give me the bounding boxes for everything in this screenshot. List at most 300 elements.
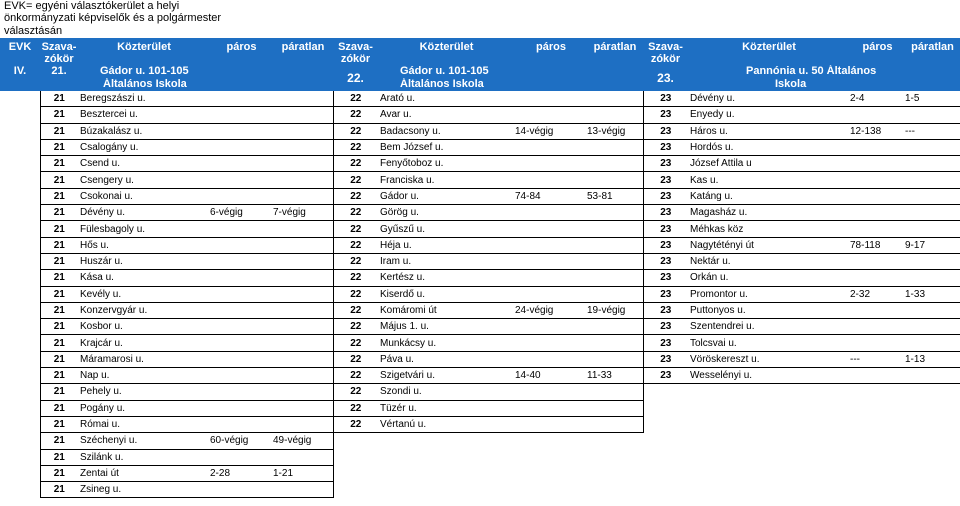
group3-place-2: Iskola xyxy=(688,78,960,91)
col2-odd-range xyxy=(587,139,643,155)
col1-even-range xyxy=(210,123,273,139)
col2-even-range xyxy=(515,482,587,498)
col1-even-range xyxy=(210,156,273,172)
col3-even-range xyxy=(850,139,905,155)
col2-odd-range xyxy=(587,351,643,367)
district-row xyxy=(0,65,960,78)
col2-street-name: Bem József u. xyxy=(378,139,515,155)
col1-odd-range xyxy=(273,253,333,269)
col3-szavazokor-num: 23 xyxy=(643,172,688,188)
col1-even-range xyxy=(210,302,273,318)
col3-odd-range: --- xyxy=(905,123,960,139)
evk-spacer xyxy=(0,400,40,416)
col3-szavazokor-num xyxy=(643,433,688,449)
evk-spacer xyxy=(0,205,40,221)
col2-street-name: Kertész u. xyxy=(378,270,515,286)
header-paros-2: páros xyxy=(515,38,587,53)
evk-spacer xyxy=(0,384,40,400)
col1-street-name: Széchenyi u. xyxy=(78,433,210,449)
col3-odd-range: 1-5 xyxy=(905,91,960,107)
col2-even-range xyxy=(515,139,587,155)
col2-even-range xyxy=(515,465,587,481)
col2-street-name: Szondi u. xyxy=(378,384,515,400)
col3-street-name xyxy=(688,482,850,498)
col1-szavazokor-num: 21 xyxy=(40,465,78,481)
col2-street-name xyxy=(378,465,515,481)
col2-szavazokor-num: 22 xyxy=(333,384,378,400)
table-row xyxy=(0,107,960,123)
col3-street-name xyxy=(688,433,850,449)
col2-szavazokor-num: 22 xyxy=(333,335,378,351)
col1-odd-range xyxy=(273,188,333,204)
col1-odd-range xyxy=(273,351,333,367)
col2-odd-range xyxy=(587,205,643,221)
group2-place-1: Gádor u. 101-105 xyxy=(378,65,643,78)
col2-odd-range xyxy=(587,319,643,335)
evk-spacer xyxy=(0,221,40,237)
col3-street-name: Nektár u. xyxy=(688,253,850,269)
evk-spacer xyxy=(0,449,40,465)
district-row-2 xyxy=(0,78,960,91)
col1-even-range xyxy=(210,416,273,432)
col3-street-name: Orkán u. xyxy=(688,270,850,286)
col1-szavazokor-num: 21 xyxy=(40,449,78,465)
col3-even-range xyxy=(850,205,905,221)
header-szavazokor-1: Szava- xyxy=(40,38,78,53)
col2-even-range xyxy=(515,351,587,367)
col2-even-range xyxy=(515,237,587,253)
col1-street-name: Beregszászi u. xyxy=(78,91,210,107)
col1-even-range xyxy=(210,482,273,498)
col2-street-name: Franciska u. xyxy=(378,172,515,188)
col1-szavazokor-num: 21 xyxy=(40,253,78,269)
col2-szavazokor-num: 22 xyxy=(333,400,378,416)
col2-street-name: Badacsony u. xyxy=(378,123,515,139)
col3-szavazokor-num: 23 xyxy=(643,139,688,155)
col2-street-name: Gádor u. xyxy=(378,188,515,204)
col3-even-range: --- xyxy=(850,351,905,367)
col1-szavazokor-num: 21 xyxy=(40,172,78,188)
col3-street-name: Méhkas köz xyxy=(688,221,850,237)
col2-szavazokor-num: 22 xyxy=(333,205,378,221)
col2-street-name: Görög u. xyxy=(378,205,515,221)
col1-even-range xyxy=(210,221,273,237)
col3-street-name: Vöröskereszt u. xyxy=(688,351,850,367)
col2-even-range xyxy=(515,253,587,269)
col1-street-name: Krajcár u. xyxy=(78,335,210,351)
col3-even-range xyxy=(850,253,905,269)
group3-place-1: Pannónia u. 50 Általános xyxy=(688,65,960,78)
col3-street-name: Enyedy u. xyxy=(688,107,850,123)
col3-szavazokor-num: 23 xyxy=(643,270,688,286)
col2-szavazokor-num xyxy=(333,449,378,465)
col1-szavazokor-num: 21 xyxy=(40,205,78,221)
col3-szavazokor-num: 23 xyxy=(643,188,688,204)
col3-szavazokor-num: 23 xyxy=(643,253,688,269)
table-row xyxy=(0,384,960,400)
col3-odd-range: 1-13 xyxy=(905,351,960,367)
col1-even-range xyxy=(210,237,273,253)
col1-szavazokor-num: 21 xyxy=(40,351,78,367)
col3-odd-range xyxy=(905,449,960,465)
col2-street-name: Szigetvári u. xyxy=(378,368,515,384)
col3-even-range xyxy=(850,302,905,318)
evk-spacer xyxy=(0,335,40,351)
col1-even-range xyxy=(210,253,273,269)
header-kozterulet-2: Közterület xyxy=(378,38,515,53)
col1-street-name: Dévény u. xyxy=(78,205,210,221)
col2-odd-range: 11-33 xyxy=(587,368,643,384)
col3-szavazokor-num xyxy=(643,416,688,432)
table-row xyxy=(0,205,960,221)
table-row xyxy=(0,351,960,367)
col2-odd-range xyxy=(587,449,643,465)
col1-szavazokor-num: 21 xyxy=(40,433,78,449)
evk-spacer xyxy=(0,351,40,367)
col3-street-name: Nagytétényi út xyxy=(688,237,850,253)
col3-even-range xyxy=(850,416,905,432)
col2-odd-range xyxy=(587,156,643,172)
evk-spacer xyxy=(0,91,40,107)
col1-street-name: Csengery u. xyxy=(78,172,210,188)
evk-spacer xyxy=(0,172,40,188)
col1-street-name: Kása u. xyxy=(78,270,210,286)
col1-street-name: Huszár u. xyxy=(78,253,210,269)
col2-street-name: Fenyőtoboz u. xyxy=(378,156,515,172)
col2-even-range xyxy=(515,335,587,351)
evk-spacer xyxy=(0,368,40,384)
col2-odd-range: 53-81 xyxy=(587,188,643,204)
col3-odd-range xyxy=(905,335,960,351)
table-row xyxy=(0,91,960,107)
col3-street-name: Szentendrei u. xyxy=(688,319,850,335)
col1-street-name: Csend u. xyxy=(78,156,210,172)
col3-odd-range xyxy=(905,302,960,318)
col1-odd-range xyxy=(273,107,333,123)
table-row xyxy=(0,286,960,302)
col3-street-name: Háros u. xyxy=(688,123,850,139)
col2-street-name: Vértanú u. xyxy=(378,416,515,432)
col3-odd-range xyxy=(905,319,960,335)
col1-odd-range xyxy=(273,286,333,302)
header-szavazokor-2b: zókör xyxy=(333,53,378,65)
col1-even-range xyxy=(210,335,273,351)
col3-szavazokor-num: 23 xyxy=(643,237,688,253)
col2-street-name: Arató u. xyxy=(378,91,515,107)
header-paros-1: páros xyxy=(210,38,273,53)
group2-num: 22. xyxy=(333,65,378,91)
col3-szavazokor-num: 23 xyxy=(643,156,688,172)
col1-even-range: 2-28 xyxy=(210,465,273,481)
col1-street-name: Nap u. xyxy=(78,368,210,384)
col3-odd-range xyxy=(905,139,960,155)
col2-even-range: 74-84 xyxy=(515,188,587,204)
group2-place-2: Általános Iskola xyxy=(378,78,643,91)
table-row xyxy=(0,449,960,465)
col3-street-name: Hordós u. xyxy=(688,139,850,155)
col2-even-range xyxy=(515,91,587,107)
col2-street-name: Munkácsy u. xyxy=(378,335,515,351)
col1-odd-range xyxy=(273,172,333,188)
col1-szavazokor-num: 21 xyxy=(40,237,78,253)
col3-street-name: Wesselényi u. xyxy=(688,368,850,384)
header-row-2 xyxy=(0,53,960,65)
col2-odd-range: 19-végig xyxy=(587,302,643,318)
col1-even-range xyxy=(210,172,273,188)
evk-spacer xyxy=(0,107,40,123)
col1-even-range xyxy=(210,400,273,416)
col1-szavazokor-num: 21 xyxy=(40,302,78,318)
col1-odd-range xyxy=(273,368,333,384)
col2-street-name xyxy=(378,433,515,449)
col3-street-name: Tolcsvai u. xyxy=(688,335,850,351)
table-row xyxy=(0,172,960,188)
header-kozterulet-1: Közterület xyxy=(78,38,210,53)
col3-even-range xyxy=(850,188,905,204)
col2-szavazokor-num xyxy=(333,465,378,481)
col1-szavazokor-num: 21 xyxy=(40,482,78,498)
group1-place-2: Általános Iskola xyxy=(78,78,333,91)
col3-even-range xyxy=(850,221,905,237)
col1-street-name: Búzakalász u. xyxy=(78,123,210,139)
col1-street-name: Zsineg u. xyxy=(78,482,210,498)
col1-odd-range xyxy=(273,449,333,465)
col3-odd-range xyxy=(905,172,960,188)
col2-street-name: Avar u. xyxy=(378,107,515,123)
col2-even-range xyxy=(515,156,587,172)
col1-szavazokor-num: 21 xyxy=(40,384,78,400)
col3-odd-range xyxy=(905,433,960,449)
col3-odd-range xyxy=(905,465,960,481)
table-row xyxy=(0,270,960,286)
col2-odd-range xyxy=(587,253,643,269)
col3-even-range: 2-32 xyxy=(850,286,905,302)
col3-street-name: József Attila u xyxy=(688,156,850,172)
col1-szavazokor-num: 21 xyxy=(40,368,78,384)
col3-szavazokor-num: 23 xyxy=(643,123,688,139)
col3-even-range xyxy=(850,433,905,449)
col2-street-name: Tüzér u. xyxy=(378,400,515,416)
col2-even-range xyxy=(515,433,587,449)
col1-odd-range xyxy=(273,384,333,400)
col2-szavazokor-num: 22 xyxy=(333,253,378,269)
col3-even-range xyxy=(850,172,905,188)
evk-spacer xyxy=(0,482,40,498)
col3-street-name xyxy=(688,465,850,481)
col1-odd-range xyxy=(273,221,333,237)
table-row xyxy=(0,188,960,204)
col3-even-range xyxy=(850,368,905,384)
col3-odd-range: 1-33 xyxy=(905,286,960,302)
col3-szavazokor-num: 23 xyxy=(643,221,688,237)
col1-szavazokor-num: 21 xyxy=(40,156,78,172)
col3-szavazokor-num xyxy=(643,384,688,400)
col3-odd-range xyxy=(905,416,960,432)
table-row xyxy=(0,482,960,498)
col3-szavazokor-num: 23 xyxy=(643,286,688,302)
col2-even-range: 24-végig xyxy=(515,302,587,318)
col2-szavazokor-num: 22 xyxy=(333,221,378,237)
col3-even-range: 2-4 xyxy=(850,91,905,107)
col2-street-name: Komáromi út xyxy=(378,302,515,318)
header-paratlan-1: páratlan xyxy=(273,38,333,53)
col1-odd-range xyxy=(273,482,333,498)
table-row xyxy=(0,433,960,449)
col3-even-range xyxy=(850,482,905,498)
col3-odd-range xyxy=(905,107,960,123)
col3-street-name: Magasház u. xyxy=(688,205,850,221)
col1-szavazokor-num: 21 xyxy=(40,123,78,139)
col3-szavazokor-num: 23 xyxy=(643,205,688,221)
col2-even-range xyxy=(515,384,587,400)
col3-odd-range xyxy=(905,400,960,416)
col3-odd-range: 9-17 xyxy=(905,237,960,253)
col3-street-name xyxy=(688,449,850,465)
col3-even-range xyxy=(850,156,905,172)
col3-street-name xyxy=(688,416,850,432)
col3-szavazokor-num xyxy=(643,465,688,481)
col1-szavazokor-num: 21 xyxy=(40,335,78,351)
col2-street-name: Páva u. xyxy=(378,351,515,367)
col2-even-range xyxy=(515,172,587,188)
evk-spacer xyxy=(0,237,40,253)
col3-even-range xyxy=(850,335,905,351)
col3-street-name xyxy=(688,384,850,400)
header-szavazokor-1b: zókör xyxy=(40,53,78,65)
col1-street-name: Kevély u. xyxy=(78,286,210,302)
col3-odd-range xyxy=(905,270,960,286)
col1-odd-range xyxy=(273,302,333,318)
col1-street-name: Pogány u. xyxy=(78,400,210,416)
col1-street-name: Római u. xyxy=(78,416,210,432)
group1-num: 21. xyxy=(40,65,78,78)
col1-even-range xyxy=(210,449,273,465)
table-row xyxy=(0,237,960,253)
col2-even-range: 14-40 xyxy=(515,368,587,384)
col3-street-name: Katáng u. xyxy=(688,188,850,204)
col3-even-range xyxy=(850,449,905,465)
col1-odd-range xyxy=(273,335,333,351)
col1-street-name: Máramarosi u. xyxy=(78,351,210,367)
col3-street-name: Puttonyos u. xyxy=(688,302,850,318)
group1-place-1: Gádor u. 101-105 xyxy=(78,65,333,78)
table-row xyxy=(0,368,960,384)
header-paratlan-3: páratlan xyxy=(905,38,960,53)
col3-even-range xyxy=(850,465,905,481)
col2-szavazokor-num xyxy=(333,433,378,449)
table-body xyxy=(0,91,960,498)
col2-street-name: Héja u. xyxy=(378,237,515,253)
header-paratlan-2: páratlan xyxy=(587,38,643,53)
col2-odd-range xyxy=(587,416,643,432)
col1-odd-range xyxy=(273,91,333,107)
col1-even-range xyxy=(210,368,273,384)
col1-szavazokor-num: 21 xyxy=(40,286,78,302)
col1-street-name: Hős u. xyxy=(78,237,210,253)
col2-even-range xyxy=(515,319,587,335)
col1-szavazokor-num: 21 xyxy=(40,188,78,204)
evk-spacer xyxy=(0,319,40,335)
col3-street-name xyxy=(688,400,850,416)
col2-even-range xyxy=(515,107,587,123)
col3-szavazokor-num: 23 xyxy=(643,319,688,335)
col1-even-range: 60-végig xyxy=(210,433,273,449)
col1-even-range xyxy=(210,91,273,107)
table-row xyxy=(0,139,960,155)
col1-even-range xyxy=(210,270,273,286)
col1-szavazokor-num: 21 xyxy=(40,221,78,237)
col2-szavazokor-num: 22 xyxy=(333,188,378,204)
col1-szavazokor-num: 21 xyxy=(40,319,78,335)
col1-odd-range xyxy=(273,139,333,155)
col3-even-range xyxy=(850,400,905,416)
col1-odd-range xyxy=(273,156,333,172)
col3-even-range xyxy=(850,107,905,123)
col1-street-name: Kosbor u. xyxy=(78,319,210,335)
col2-szavazokor-num: 22 xyxy=(333,107,378,123)
district-evk: IV. xyxy=(0,65,40,78)
col3-szavazokor-num: 23 xyxy=(643,368,688,384)
col3-szavazokor-num xyxy=(643,482,688,498)
col3-even-range xyxy=(850,384,905,400)
col2-szavazokor-num: 22 xyxy=(333,123,378,139)
col1-even-range xyxy=(210,188,273,204)
col2-street-name xyxy=(378,449,515,465)
col2-szavazokor-num: 22 xyxy=(333,172,378,188)
col1-odd-range xyxy=(273,270,333,286)
col1-even-range: 6-végig xyxy=(210,205,273,221)
header-kozterulet-3: Közterület xyxy=(688,38,850,53)
col1-even-range xyxy=(210,139,273,155)
district-street-table xyxy=(0,38,960,498)
table-row xyxy=(0,123,960,139)
col1-street-name: Csokonai u. xyxy=(78,188,210,204)
evk-spacer xyxy=(0,433,40,449)
group3-num: 23. xyxy=(643,65,688,91)
col3-street-name: Kas u. xyxy=(688,172,850,188)
col1-odd-range: 7-végig xyxy=(273,205,333,221)
col2-odd-range xyxy=(587,172,643,188)
table-row xyxy=(0,335,960,351)
col3-szavazokor-num: 23 xyxy=(643,107,688,123)
col2-szavazokor-num xyxy=(333,482,378,498)
col2-szavazokor-num: 22 xyxy=(333,156,378,172)
col1-odd-range: 1-21 xyxy=(273,465,333,481)
col3-even-range xyxy=(850,270,905,286)
header-szavazokor-3: Szava- xyxy=(643,38,688,53)
col2-szavazokor-num: 22 xyxy=(333,237,378,253)
col2-street-name: Gyűszű u. xyxy=(378,221,515,237)
header-evk: EVK xyxy=(0,38,40,53)
header-row-1 xyxy=(0,38,960,53)
col3-odd-range xyxy=(905,384,960,400)
col3-szavazokor-num xyxy=(643,449,688,465)
table-row xyxy=(0,465,960,481)
col2-szavazokor-num: 22 xyxy=(333,91,378,107)
evk-spacer xyxy=(0,253,40,269)
col2-szavazokor-num: 22 xyxy=(333,319,378,335)
col3-street-name: Dévény u. xyxy=(688,91,850,107)
col2-szavazokor-num: 22 xyxy=(333,351,378,367)
col1-szavazokor-num: 21 xyxy=(40,91,78,107)
col3-odd-range xyxy=(905,482,960,498)
col1-szavazokor-num: 21 xyxy=(40,400,78,416)
col2-street-name: Kiserdő u. xyxy=(378,286,515,302)
header-paros-3: páros xyxy=(850,38,905,53)
col3-odd-range xyxy=(905,188,960,204)
evk-spacer xyxy=(0,123,40,139)
table-row xyxy=(0,156,960,172)
